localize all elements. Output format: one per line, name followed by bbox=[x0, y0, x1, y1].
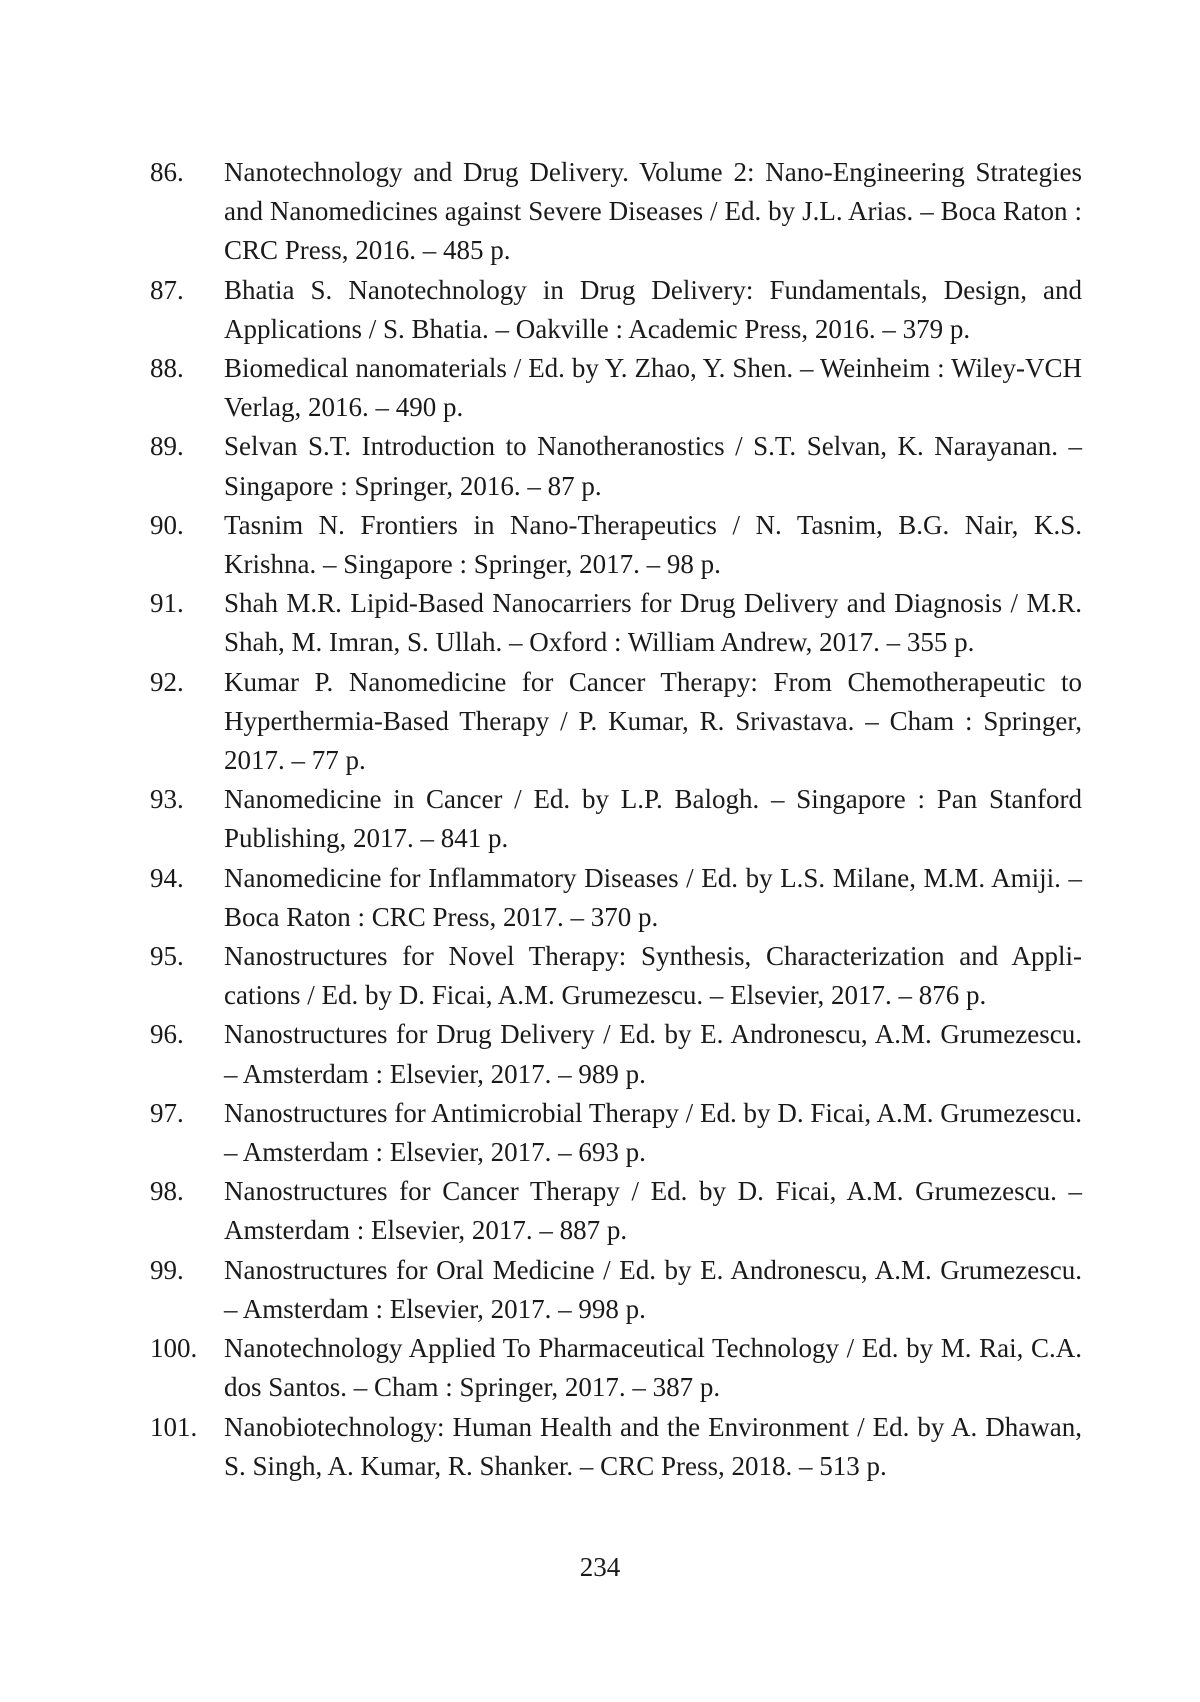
reference-text: Nanomedicine for Inflammatory Diseases / Ed. by L.S. Milane, M.M. Amiji. – Boca Raton : CRC Press, 2017. – 370 p. bbox=[224, 862, 1082, 932]
reference-number: 93. bbox=[150, 784, 184, 815]
reference-item bbox=[150, 1094, 1082, 1172]
reference-number: 94. bbox=[150, 862, 184, 893]
reference-text: Nanotechnology and Drug Delivery. Volume 2: Nano-Engineering Strategies and Nanomedicines against Severe Diseases / Ed. by J.L. Arias. – Boca Raton : CRC Press, 2016. – 485 p. bbox=[224, 157, 1082, 266]
reference-number: 88. bbox=[150, 353, 184, 384]
reference-number: 90. bbox=[150, 509, 184, 540]
reference-number: 98. bbox=[150, 1176, 184, 1207]
reference-text: Nanotechnology Applied To Pharmaceutical Technology / Ed. by M. Rai, C.A. dos Santos. – Cham : Springer, 2017. – 387 p. bbox=[224, 1333, 1082, 1403]
reference-text: Selvan S.T. Introduction to Nanotheranostics / S.T. Selvan, K. Narayanan. – Singapore : Springer, 2016. – 87 p. bbox=[224, 431, 1082, 501]
reference-number: 86. bbox=[150, 157, 184, 187]
reference-item bbox=[150, 1251, 1082, 1329]
reference-number: 87. bbox=[150, 274, 184, 305]
page-number: 234 bbox=[579, 1552, 621, 1582]
reference-list bbox=[150, 153, 1082, 1486]
reference-item bbox=[150, 1015, 1082, 1093]
reference-text: Nanostructures for Cancer Therapy / Ed. by D. Ficai, A.M. Grumezescu. – Amsterdam : Elsevier, 2017. – 887 p. bbox=[224, 1176, 1082, 1246]
reference-text: Nanostructures for Novel Therapy: Synthesis, Characterization and Applications / Ed. by D. Ficai, A.M. Grumezescu. – Elsevier, 2017. – 876 p. bbox=[224, 941, 1082, 1011]
reference-text: Nanostructures for Antimicrobial Therapy / Ed. by D. Ficai, A.M. Grumezescu. – Amsterdam : Elsevier, 2017. – 693 p. bbox=[224, 1097, 1082, 1168]
reference-item bbox=[150, 859, 1082, 937]
reference-text: Nanobiotechnology: Human Health and the Environment / Ed. by A. Dhawan, S. Singh, A. Kumar, R. Shanker. – CRC Press, 2018. – 513 p. bbox=[224, 1411, 1082, 1481]
reference-item bbox=[150, 663, 1082, 781]
reference-number: 101. bbox=[150, 1411, 198, 1442]
reference-number: 96. bbox=[150, 1019, 184, 1050]
reference-text: Biomedical nanomaterials / Ed. by Y. Zhao, Y. Shen. – Weinheim : Wiley-VCH Verlag, 2016. – 490 p. bbox=[224, 353, 1082, 423]
reference-number: 91. bbox=[150, 588, 184, 619]
reference-number: 92. bbox=[150, 666, 184, 697]
reference-item bbox=[150, 584, 1082, 662]
reference-text: Shah M.R. Lipid-Based Nanocarriers for Drug Delivery and Diagnosis / M.R. Shah, M. Imran, S. Ullah. – Oxford : William Andrew, 2017. – 355 p. bbox=[224, 588, 1082, 658]
reference-text: Nanostructures for Drug Delivery / Ed. by E. Andronescu, A.M. Grumezescu. – Amsterdam : Elsevier, 2017. – 989 p. bbox=[224, 1019, 1082, 1089]
reference-text: Nanomedicine in Cancer / Ed. by L.P. Balogh. – Singapore : Pan Stanford Publishing, 2017. – 841 p. bbox=[224, 784, 1082, 854]
reference-item bbox=[150, 1408, 1082, 1486]
reference-item bbox=[150, 780, 1082, 858]
reference-text: Bhatia S. Nanotechnology in Drug Delivery: Fundamentals, Design, and Applications / S. Bhatia. – Oakville : Academic Press, 2016. – 379 p. bbox=[224, 274, 1082, 344]
reference-number: 95. bbox=[150, 941, 184, 972]
reference-text: Kumar P. Nanomedicine for Cancer Therapy: From Chemotherapeutic to Hyperthermia-Based Therapy / P. Kumar, R. Srivastava. – Cham : Springer, 2017. – 77 p. bbox=[224, 666, 1082, 776]
reference-number: 99. bbox=[150, 1254, 184, 1285]
reference-item bbox=[150, 349, 1082, 427]
reference-number: 100. bbox=[150, 1333, 198, 1364]
reference-number: 89. bbox=[150, 431, 184, 462]
reference-item bbox=[150, 1329, 1082, 1407]
reference-item bbox=[150, 506, 1082, 584]
reference-item bbox=[150, 1172, 1082, 1250]
reference-item bbox=[150, 271, 1082, 349]
reference-text: Tasnim N. Frontiers in Nano-Therapeutics / N. Tasnim, B.G. Nair, K.S. Krishna. – Singapore : Springer, 2017. – 98 p. bbox=[224, 509, 1082, 580]
reference-item bbox=[150, 937, 1082, 1015]
reference-item bbox=[150, 153, 1082, 271]
reference-item bbox=[150, 427, 1082, 505]
reference-text: Nanostructures for Oral Medicine / Ed. by E. Andronescu, A.M. Grumezescu. – Amsterdam : Elsevier, 2017. – 998 p. bbox=[224, 1254, 1082, 1324]
reference-number: 97. bbox=[150, 1097, 184, 1128]
